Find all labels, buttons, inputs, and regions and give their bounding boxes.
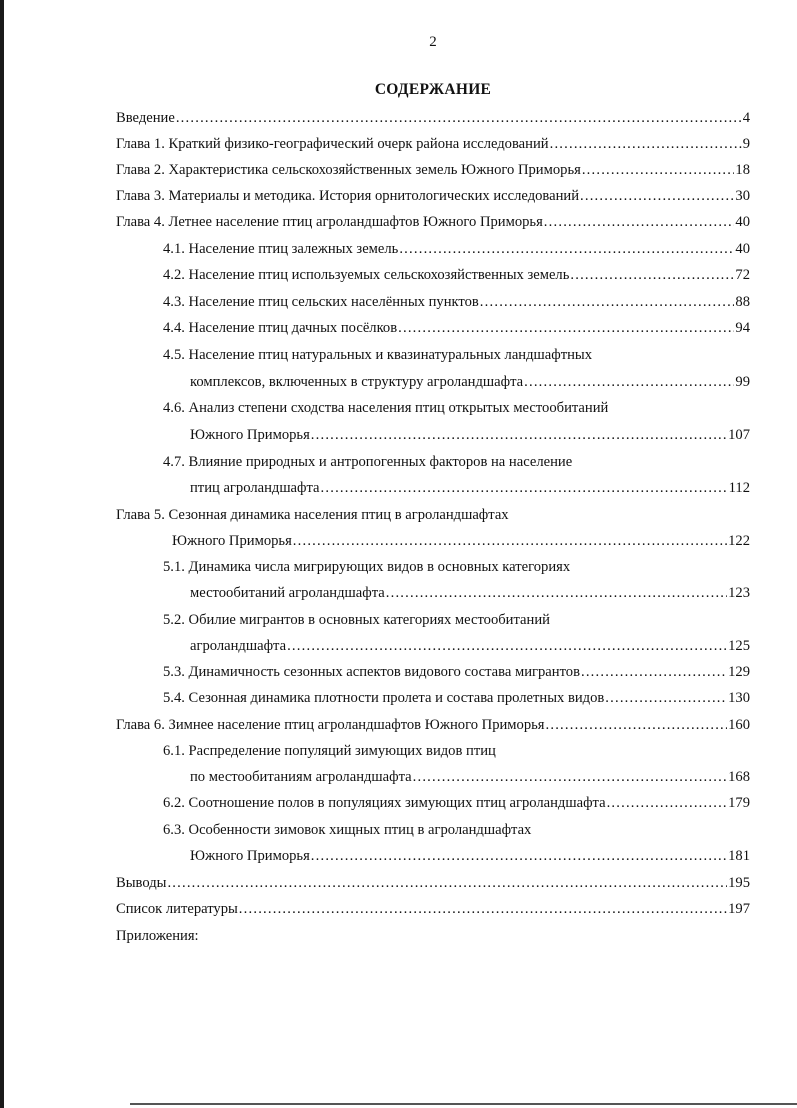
toc-entry-section-4-1[interactable]: 4.1. Население птиц залежных земель ..... 40 [163, 239, 750, 259]
toc-page-number: 107 [728, 427, 750, 443]
toc-entry-section-4-5[interactable]: комплексов, включенных в структуру агроландшафта ..... 99 [190, 372, 750, 392]
toc-page-number: 40 [735, 241, 750, 257]
toc-entry-section-4-2[interactable]: 4.2. Население птиц используемых сельскохозяйственных земель ..... 72 [163, 265, 750, 285]
toc-page-number: 122 [728, 533, 750, 549]
toc-entry-section-5-2-line1: 5.2. Обилие мигрантов в основных категориях местообитаний [163, 612, 550, 628]
toc-title: СОДЕРЖАНИЕ [374, 81, 492, 98]
toc-page-number: 9 [742, 136, 750, 152]
toc-page-number: 72 [735, 267, 750, 283]
toc-page-number: 123 [728, 585, 750, 601]
toc-entry-section-4-7-line1: 4.7. Влияние природных и антропогенных факторов на население [163, 454, 573, 470]
toc-entry-chapter-3[interactable]: Глава 3. Материалы и методика. История орнитологических исследований ..... 30 [116, 186, 750, 206]
toc-entry-section-5-1-line1: 5.1. Динамика числа мигрирующих видов в основных категориях [163, 559, 571, 575]
toc-entry-section-4-3[interactable]: 4.3. Население птиц сельских населённых пунктов ..... 88 [163, 292, 750, 312]
toc-page-number: 195 [728, 875, 750, 891]
toc-page-number: 130 [728, 690, 750, 706]
toc-page-number: 125 [728, 638, 750, 654]
toc-page-number: 129 [728, 664, 750, 680]
toc-entry-section-6-1-line1: 6.1. Распределение популяций зимующих видов птиц [163, 743, 496, 759]
toc-entry-section-5-3[interactable]: 5.3. Динамичность сезонных аспектов видового состава мигрантов ..... 129 [163, 662, 750, 682]
toc-page-number: 30 [735, 188, 750, 204]
toc-page-number: 179 [728, 795, 750, 811]
toc-entry-section-5-4[interactable]: 5.4. Сезонная динамика плотности пролета и состава пролетных видов ..... 130 [163, 688, 750, 708]
toc-page-number: 40 [735, 214, 750, 230]
toc-entry-section-5-1[interactable]: местообитаний агроландшафта ..... 123 [190, 583, 750, 603]
toc-entry-section-6-3[interactable]: Южного Приморья ..... 181 [190, 846, 750, 866]
toc-page-number: 88 [735, 294, 750, 310]
toc-page-number: 18 [735, 162, 750, 178]
page-number: 2 [429, 34, 437, 50]
toc-page-number: 94 [735, 320, 750, 336]
toc-entry-chapter-4[interactable]: Глава 4. Летнее население птиц агроландшафтов Южного Приморья ..... 40 [116, 212, 750, 232]
toc-entry-section-5-2[interactable]: агроландшафта ..... 125 [190, 636, 750, 656]
toc-page-number: 4 [742, 110, 750, 126]
toc-page-number: 99 [735, 374, 750, 390]
toc-entry-section-4-6[interactable]: Южного Приморья ..... 107 [190, 425, 750, 445]
toc-page-number: 168 [728, 769, 750, 785]
toc-entry-section-4-6-line1: 4.6. Анализ степени сходства населения птиц открытых местообитаний [163, 400, 609, 416]
toc-entry-references[interactable]: Список литературы ..... 197 [116, 899, 750, 919]
toc-entry-conclusions[interactable]: Выводы ..... 195 [116, 873, 750, 893]
toc-entry-section-4-7[interactable]: птиц агроландшафта ..... 112 [190, 478, 750, 498]
toc-entry-chapter-5-line1: Глава 5. Сезонная динамика населения птиц в агроландшафтах [116, 507, 509, 523]
toc-page-number: 181 [728, 848, 750, 864]
toc-entry-section-6-3-line1: 6.3. Особенности зимовок хищных птиц в агроландшафтах [163, 822, 532, 838]
toc-entry-section-6-1[interactable]: по местообитаниям агроландшафта ..... 168 [190, 767, 750, 787]
toc-entry-introduction[interactable]: Введение ..... 4 [116, 108, 750, 128]
toc-entry-section-4-4[interactable]: 4.4. Население птиц дачных посёлков ..... 94 [163, 318, 750, 338]
toc-entry-chapter-5[interactable]: Южного Приморья ..... 122 [172, 531, 750, 551]
toc-entry-chapter-2[interactable]: Глава 2. Характеристика сельскохозяйственных земель Южного Приморья ..... 18 [116, 160, 750, 180]
toc-entry-section-4-5-line1: 4.5. Население птиц натуральных и квазинатуральных ландшафтных [163, 347, 592, 363]
toc-page-number: 197 [728, 901, 750, 917]
toc-page-number: 160 [728, 717, 750, 733]
toc-entry-chapter-1[interactable]: Глава 1. Краткий физико-географический очерк района исследований ..... 9 [116, 134, 750, 154]
toc-page-number: 112 [728, 480, 750, 496]
toc-entry-chapter-6[interactable]: Глава 6. Зимнее население птиц агроландшафтов Южного Приморья ..... 160 [116, 715, 750, 735]
toc-entry-section-6-2[interactable]: 6.2. Соотношение полов в популяциях зимующих птиц агроландшафта ..... 179 [163, 793, 750, 813]
toc-entry-appendices[interactable]: Приложения: [116, 928, 199, 944]
